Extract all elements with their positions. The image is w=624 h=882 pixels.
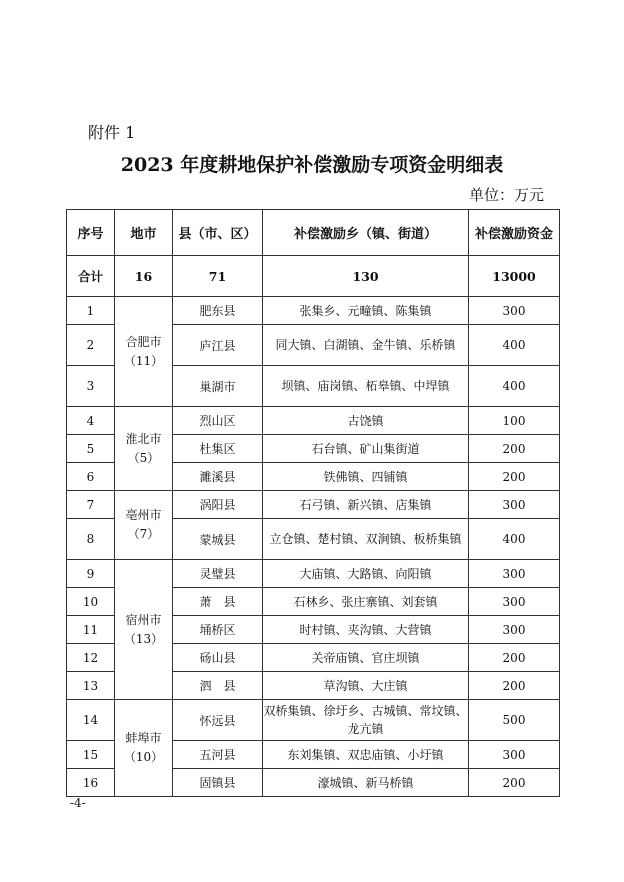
attachment-label: 附件 1	[88, 123, 136, 142]
city-cell	[115, 491, 173, 560]
table-header-row	[67, 210, 560, 256]
total-funds: 13000	[469, 256, 560, 297]
row-county: 巢湖市	[173, 366, 263, 407]
city-cell	[115, 560, 173, 700]
row-towns: 坝镇、庙岗镇、柘皋镇、中垾镇	[263, 366, 469, 407]
row-towns: 立仓镇、楚村镇、双涧镇、板桥集镇	[263, 519, 469, 560]
row-county: 濉溪县	[173, 463, 263, 491]
row-county: 泗 县	[173, 672, 263, 700]
row-funds: 300	[469, 560, 560, 588]
row-seq: 8	[67, 519, 115, 560]
row-towns: 大庙镇、大路镇、向阳镇	[263, 560, 469, 588]
row-seq: 13	[67, 672, 115, 700]
row-seq: 2	[67, 325, 115, 366]
city-count: （7）	[127, 527, 160, 541]
row-county: 烈山区	[173, 407, 263, 435]
row-funds: 200	[469, 463, 560, 491]
row-funds: 400	[469, 366, 560, 407]
row-county: 涡阳县	[173, 491, 263, 519]
header-seq: 序号	[67, 210, 115, 256]
row-seq: 4	[67, 407, 115, 435]
row-seq: 12	[67, 644, 115, 672]
row-county: 埇桥区	[173, 616, 263, 644]
row-towns: 石台镇、矿山集街道	[263, 435, 469, 463]
row-county: 灵璧县	[173, 560, 263, 588]
row-towns: 石弓镇、新兴镇、店集镇	[263, 491, 469, 519]
document-title: 2023 年度耕地保护补偿激励专项资金明细表	[120, 154, 504, 176]
row-towns: 古饶镇	[263, 407, 469, 435]
row-funds: 200	[469, 769, 560, 797]
row-county: 固镇县	[173, 769, 263, 797]
city-name: 合肥市	[125, 334, 162, 349]
header-county: 县（市、区）	[173, 210, 263, 256]
row-county: 砀山县	[173, 644, 263, 672]
row-funds: 200	[469, 644, 560, 672]
row-funds: 300	[469, 741, 560, 769]
row-funds: 500	[469, 700, 560, 741]
row-seq: 15	[67, 741, 115, 769]
table-row	[67, 700, 560, 741]
row-funds: 200	[469, 672, 560, 700]
row-funds: 200	[469, 435, 560, 463]
total-cities: 16	[115, 256, 173, 297]
row-seq: 5	[67, 435, 115, 463]
row-funds: 400	[469, 519, 560, 560]
row-towns: 东刘集镇、双忠庙镇、小圩镇	[263, 741, 469, 769]
row-seq: 9	[67, 560, 115, 588]
table-row	[67, 491, 560, 519]
row-funds: 300	[469, 491, 560, 519]
city-count: （13）	[123, 631, 164, 646]
row-towns: 草沟镇、大庄镇	[263, 672, 469, 700]
row-county: 肥东县	[173, 297, 263, 325]
row-towns: 双桥集镇、徐圩乡、古城镇、常坟镇、龙亢镇	[263, 700, 469, 741]
row-county: 庐江县	[173, 325, 263, 366]
table-row	[67, 297, 560, 325]
row-funds: 100	[469, 407, 560, 435]
row-seq: 6	[67, 463, 115, 491]
row-seq: 11	[67, 616, 115, 644]
table-row	[67, 407, 560, 435]
row-seq: 7	[67, 491, 115, 519]
city-count: （11）	[123, 353, 164, 368]
row-county: 杜集区	[173, 435, 263, 463]
page-number: -4-	[70, 796, 86, 810]
row-towns: 同大镇、白湖镇、金牛镇、乐桥镇	[263, 325, 469, 366]
row-seq: 14	[67, 700, 115, 741]
row-towns: 铁佛镇、四铺镇	[263, 463, 469, 491]
row-seq: 16	[67, 769, 115, 797]
city-name: 宿州市	[125, 612, 162, 627]
city-cell	[115, 407, 173, 491]
row-seq: 3	[67, 366, 115, 407]
unit-label: 单位：万元	[468, 186, 544, 204]
funds-detail-table	[66, 209, 560, 797]
row-county: 萧 县	[173, 588, 263, 616]
row-funds: 300	[469, 616, 560, 644]
row-towns: 时村镇、夹沟镇、大营镇	[263, 616, 469, 644]
total-row	[67, 256, 560, 297]
header-city: 地市	[115, 210, 173, 256]
row-towns: 张集乡、元疃镇、陈集镇	[263, 297, 469, 325]
city-cell	[115, 700, 173, 797]
row-towns: 石林乡、张庄寨镇、刘套镇	[263, 588, 469, 616]
total-counties: 71	[173, 256, 263, 297]
row-county: 蒙城县	[173, 519, 263, 560]
city-name: 亳州市	[125, 508, 162, 522]
city-cell	[115, 297, 173, 407]
row-seq: 10	[67, 588, 115, 616]
city-name: 蚌埠市	[125, 731, 162, 745]
total-label: 合计	[67, 256, 115, 297]
row-towns: 关帝庙镇、官庄坝镇	[263, 644, 469, 672]
row-towns: 濠城镇、新马桥镇	[263, 769, 469, 797]
row-funds: 300	[469, 297, 560, 325]
table-row	[67, 560, 560, 588]
city-name: 淮北市	[125, 431, 162, 446]
city-count: （5）	[127, 450, 160, 465]
row-county: 五河县	[173, 741, 263, 769]
city-count: （10）	[123, 750, 164, 764]
row-county: 怀远县	[173, 700, 263, 741]
row-funds: 300	[469, 588, 560, 616]
header-funds: 补偿激励资金	[469, 210, 560, 256]
total-towns: 130	[263, 256, 469, 297]
row-seq: 1	[67, 297, 115, 325]
header-towns: 补偿激励乡（镇、街道）	[263, 210, 469, 256]
row-funds: 400	[469, 325, 560, 366]
